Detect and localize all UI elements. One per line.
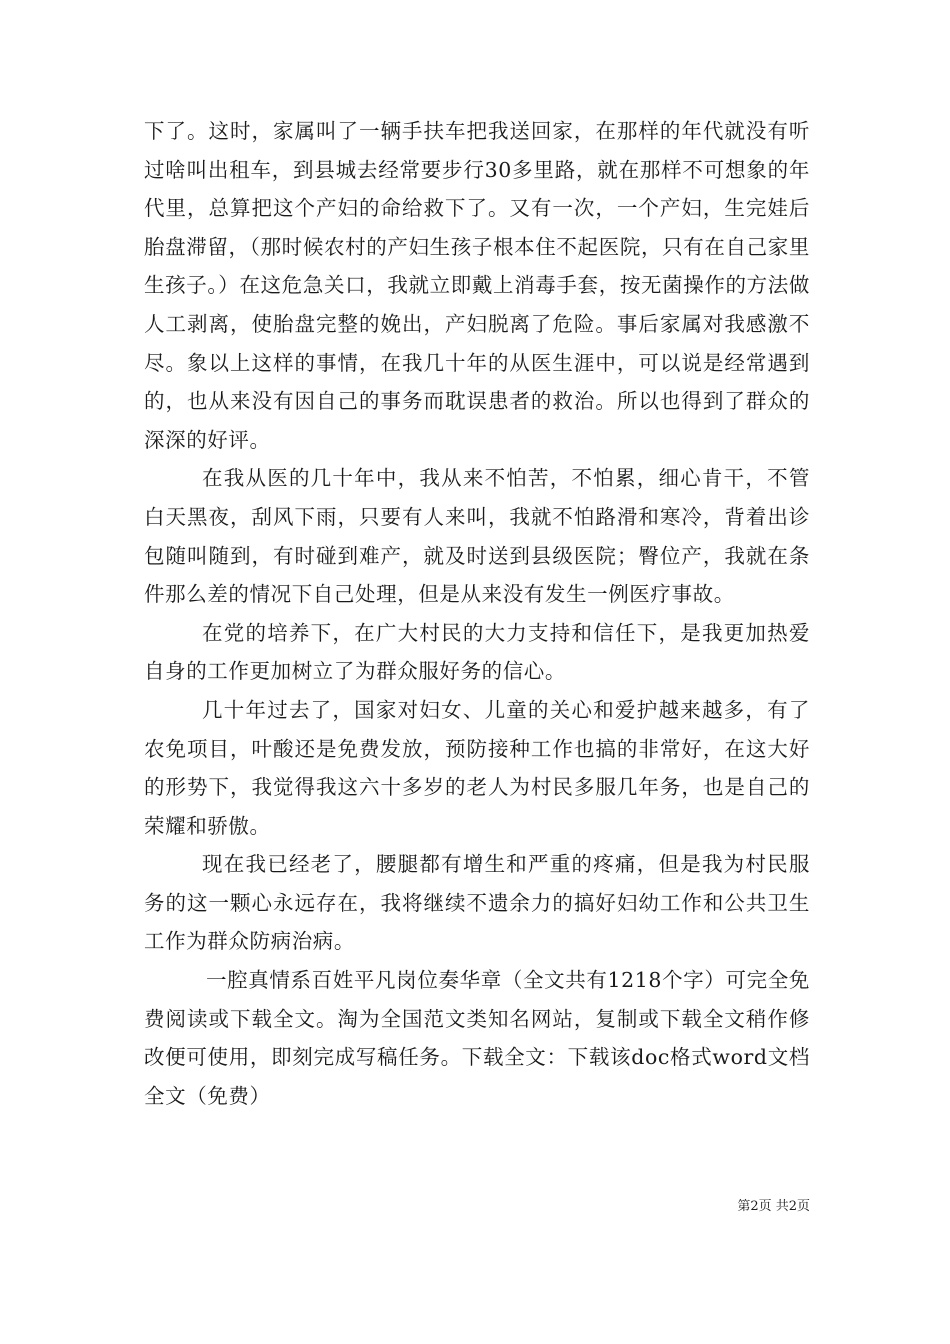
paragraph-current-status: 现在我已经老了，腰腿都有增生和严重的疼痛，但是我为村民服务的这一颗心永远存在，我将继续不遗余力的搞好妇幼工作和公共卫生工作为群众防病治病。: [144, 852, 810, 954]
paragraph-service-dedication: 在我从医的几十年中，我从来不怕苦，不怕累，细心肯干，不管白天黑夜，刮风下雨，只要有人来叫，我就不怕路滑和寒冷，背着出诊包随叫随到，有时碰到难产，就及时送到县级医院；臀位产，我就在条件那么差的情况下自己处理，但是从来没有发生一例医疗事故。: [144, 466, 810, 607]
paragraph-continuation: 下了。这时，家属叫了一辆手扶车把我送回家，在那样的年代就没有听过啥叫出租车，到县城去经常要步行30多里路，就在那样不可想象的年代里，总算把这个产妇的命给救下了。又有一次，一个产妇，生完娃后胎盘滞留，（那时候农村的产妇生孩子根本住不起医院，只有在自己家里生孩子。）在这危急关口，我就立即戴上消毒手套，按无菌操作的方法做人工剥离，使胎盘完整的娩出，产妇脱离了危险。事后家属对我感激不尽。象以上这样的事情，在我几十年的从医生涯中，可以说是经常遇到的，也从来没有因自己的事务而耽误患者的救治。所以也得到了群众的深深的好评。: [144, 119, 810, 452]
page-number-footer: 第2页 共2页: [737, 1199, 810, 1214]
paragraph-download-notice: 一腔真情系百姓平凡岗位奏华章（全文共有1218个字）可完全免费阅读或下载全文。淘为全国范文类知名网站，复制或下载全文稍作修改便可使用，即刻完成写稿任务。下载全文：下载该doc格式word文档全文（免费）: [144, 968, 810, 1108]
paragraph-party-support: 在党的培养下，在广大村民的大力支持和信任下，是我更加热爱自身的工作更加树立了为群众服好务的信心。: [144, 620, 810, 684]
document-body: [144, 112, 810, 1115]
paragraph-national-care: 几十年过去了，国家对妇女、儿童的关心和爱护越来越多，有了农免项目，叶酸还是免费发放，预防接种工作也搞的非常好，在这大好的形势下，我觉得我这六十多岁的老人为村民多服几年务，也是自己的荣耀和骄傲。: [144, 697, 810, 838]
